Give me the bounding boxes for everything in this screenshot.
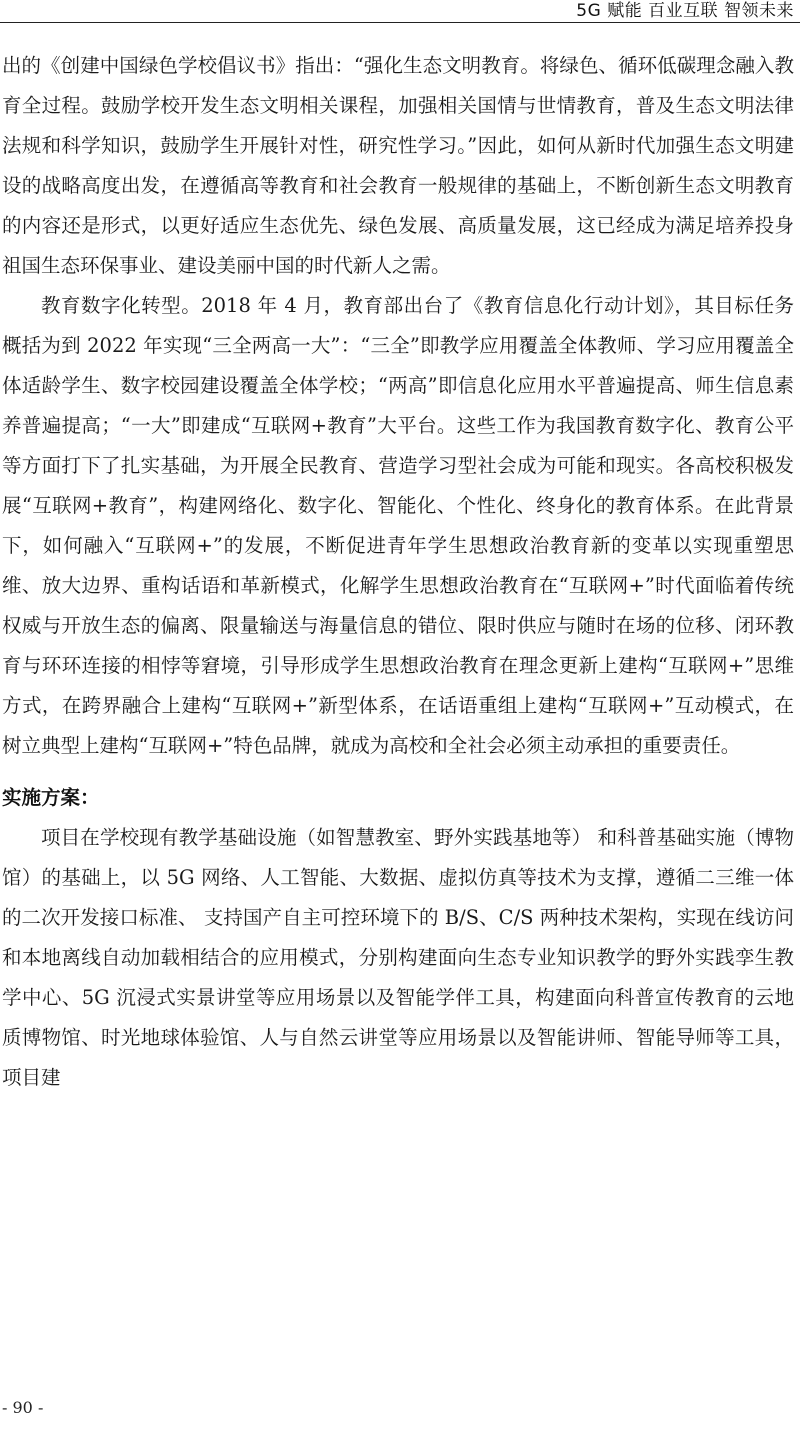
document-body xyxy=(0,46,800,1098)
header-divider xyxy=(0,22,800,23)
paragraph-continued: 出的《创建中国绿色学校倡议书》指出：“强化生态文明教育。将绿色、循环低碳理念融入教育全过程。鼓励学校开发生态文明相关课程，加强相关国情与世情教育，普及生态文明法律法规和科学知识，鼓励学生开展针对性，研究性学习。”因此，如何从新时代加强生态文明建设的战略高度出发，在遵循高等教育和社会教育一般规律的基础上，不断创新生态文明教育的内容还是形式，以更好适应生态优先、绿色发展、高质量发展，这已经成为满足培养投身祖国生态环保事业、建设美丽中国的时代新人之需。 xyxy=(2,54,794,277)
paragraph-digital-transformation: 教育数字化转型。2018 年 4 月，教育部出台了《教育信息化行动计划》，其目标任务概括为到 2022 年实现“三全两高一大”：“三全”即教学应用覆盖全体教师、学习应用覆盖全体适龄学生、数字校园建设覆盖全体学校；“两高”即信息化应用水平普遍提高、师生信息素养普遍提高；“一大”即建成“互联网+教育”大平台。这些工作为我国教育数字化、教育公平等方面打下了扎实基础，为开展全民教育、营造学习型社会成为可能和现实。各高校积极发展“互联网+教育”，构建网络化、数字化、智能化、个性化、终身化的教育体系。在此背景下，如何融入“互联网+”的发展，不断促进青年学生思想政治教育新的变革以实现重塑思维、放大边界、重构话语和革新模式，化解学生思想政治教育在“互联网+”时代面临着传统权威与开放生态的偏离、限量输送与海量信息的错位、限时供应与随时在场的位移、闭环教育与环环连接的相悖等窘境，引导形成学生思想政治教育在理念更新上建构“互联网+”思维方式，在跨界融合上建构“互联网+”新型体系，在话语重组上建构“互联网+”互动模式，在树立典型上建构“互联网+”特色品牌，就成为高校和全社会必须主动承担的重要责任。 xyxy=(2,294,794,757)
paragraph-implementation: 项目在学校现有教学基础设施（如智慧教室、野外实践基地等） 和科普基础实施（博物馆）的基础上，以 5G 网络、人工智能、大数据、虚拟仿真等技术为支撑，遵循二三维一体的二次开发接口标准、 支持国产自主可控环境下的 B/S、C/S 两种技术架构，实现在线访问和本地离线自动加载相结合的应用模式，分别构建面向生态专业知识教学的野外实践孪生教学中心、5G 沉浸式实景讲堂等应用场景以及智能学伴工具，构建面向科普宣传教育的云地质博物馆、时光地球体验馆、人与自然云讲堂等应用场景以及智能讲师、智能导师等工具，项目建 xyxy=(2,826,794,1089)
section-heading-implementation: 实施方案： xyxy=(2,786,100,809)
page-number: - 90 - xyxy=(2,1398,44,1417)
header-title: 5G 赋能 百业互联 智领未来 xyxy=(576,1,794,21)
